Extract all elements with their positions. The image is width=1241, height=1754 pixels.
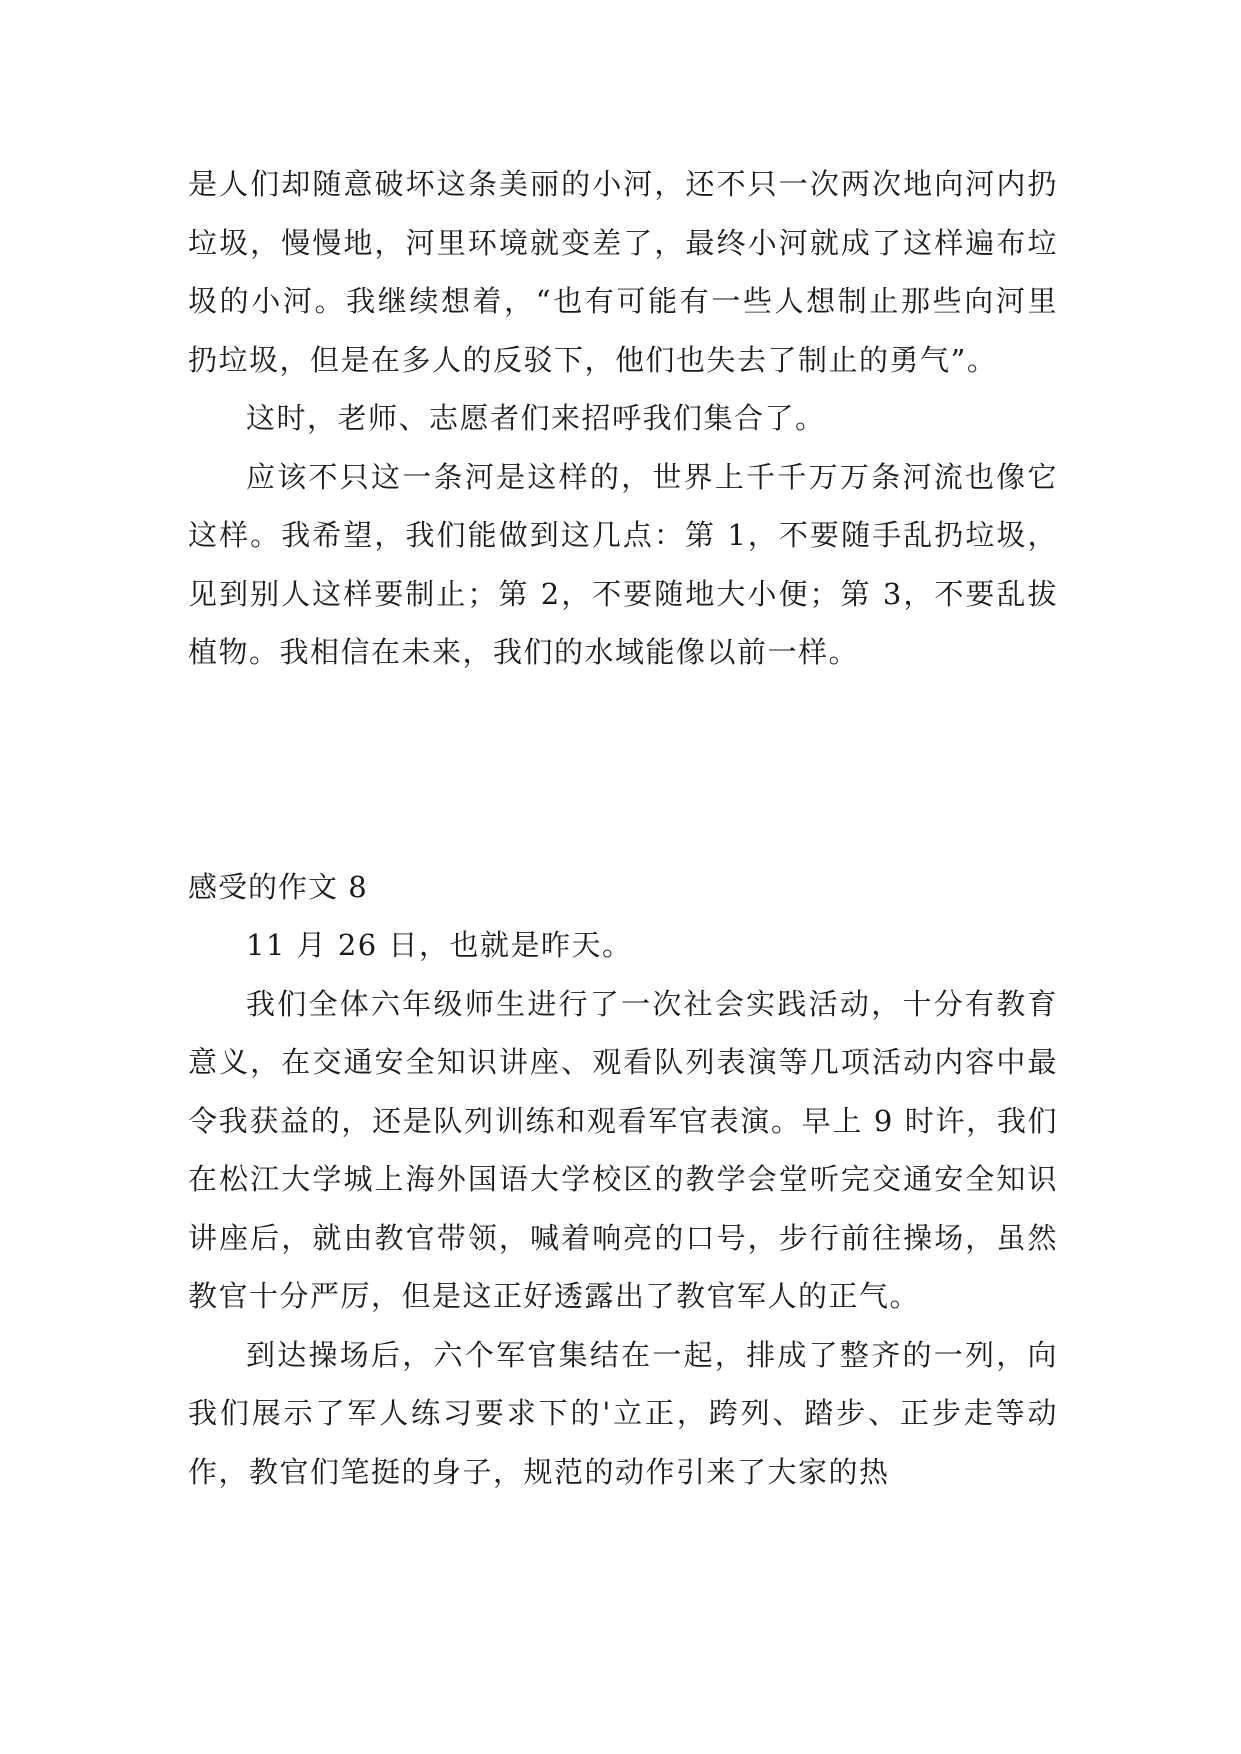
- paragraph: 11 月 26 日，也就是昨天。: [246, 928, 633, 962]
- paragraph: 我们全体六年级师生进行了一次社会实践活动，十分有教育意义，在交通安全知识讲座、观看队列表演等几项活动内容中最令我获益的，还是队列训练和观看军官表演。早上 9 时许，我们在松江大学城上海外国语大学校区的教学会堂听完交通安全知识讲座后，就由教官带领，喊着响亮的口号，步行前往操场，虽然教官十分严厉，但是这正好透露出了教官军人的正气。: [188, 986, 1058, 1313]
- essay-heading: 感受的作文 8: [188, 870, 368, 904]
- paragraph: 是人们却随意破坏这条美丽的小河，还不只一次两次地向河内扔垃圾，慢慢地，河里环境就变差了，最终小河就成了这样遍布垃圾的小河。我继续想着，“也有可能有一些人想制止那些向河里扔垃圾，但是在多人的反驳下，他们也失去了制止的勇气”。: [188, 167, 1058, 377]
- paragraph: 应该不只这一条河是这样的，世界上千千万万条河流也像它这样。我希望，我们能做到这几点：第 1，不要随手乱扔垃圾，见到别人这样要制止；第 2，不要随地大小便；第 3，不要乱拔植物。我相信在未来，我们的水域能像以前一样。: [188, 459, 1058, 669]
- document-page: [188, 0, 1058, 1754]
- essay-body: [188, 916, 1058, 1501]
- essay-continuation: [188, 155, 1058, 682]
- paragraph: 这时，老师、志愿者们来招呼我们集合了。: [246, 401, 826, 435]
- paragraph: 到达操场后，六个军官集结在一起，排成了整齐的一列，向我们展示了军人练习要求下的'立正，跨列、踏步、正步走等动作，教官们笔挺的身子，规范的动作引来了大家的热: [188, 1337, 1058, 1489]
